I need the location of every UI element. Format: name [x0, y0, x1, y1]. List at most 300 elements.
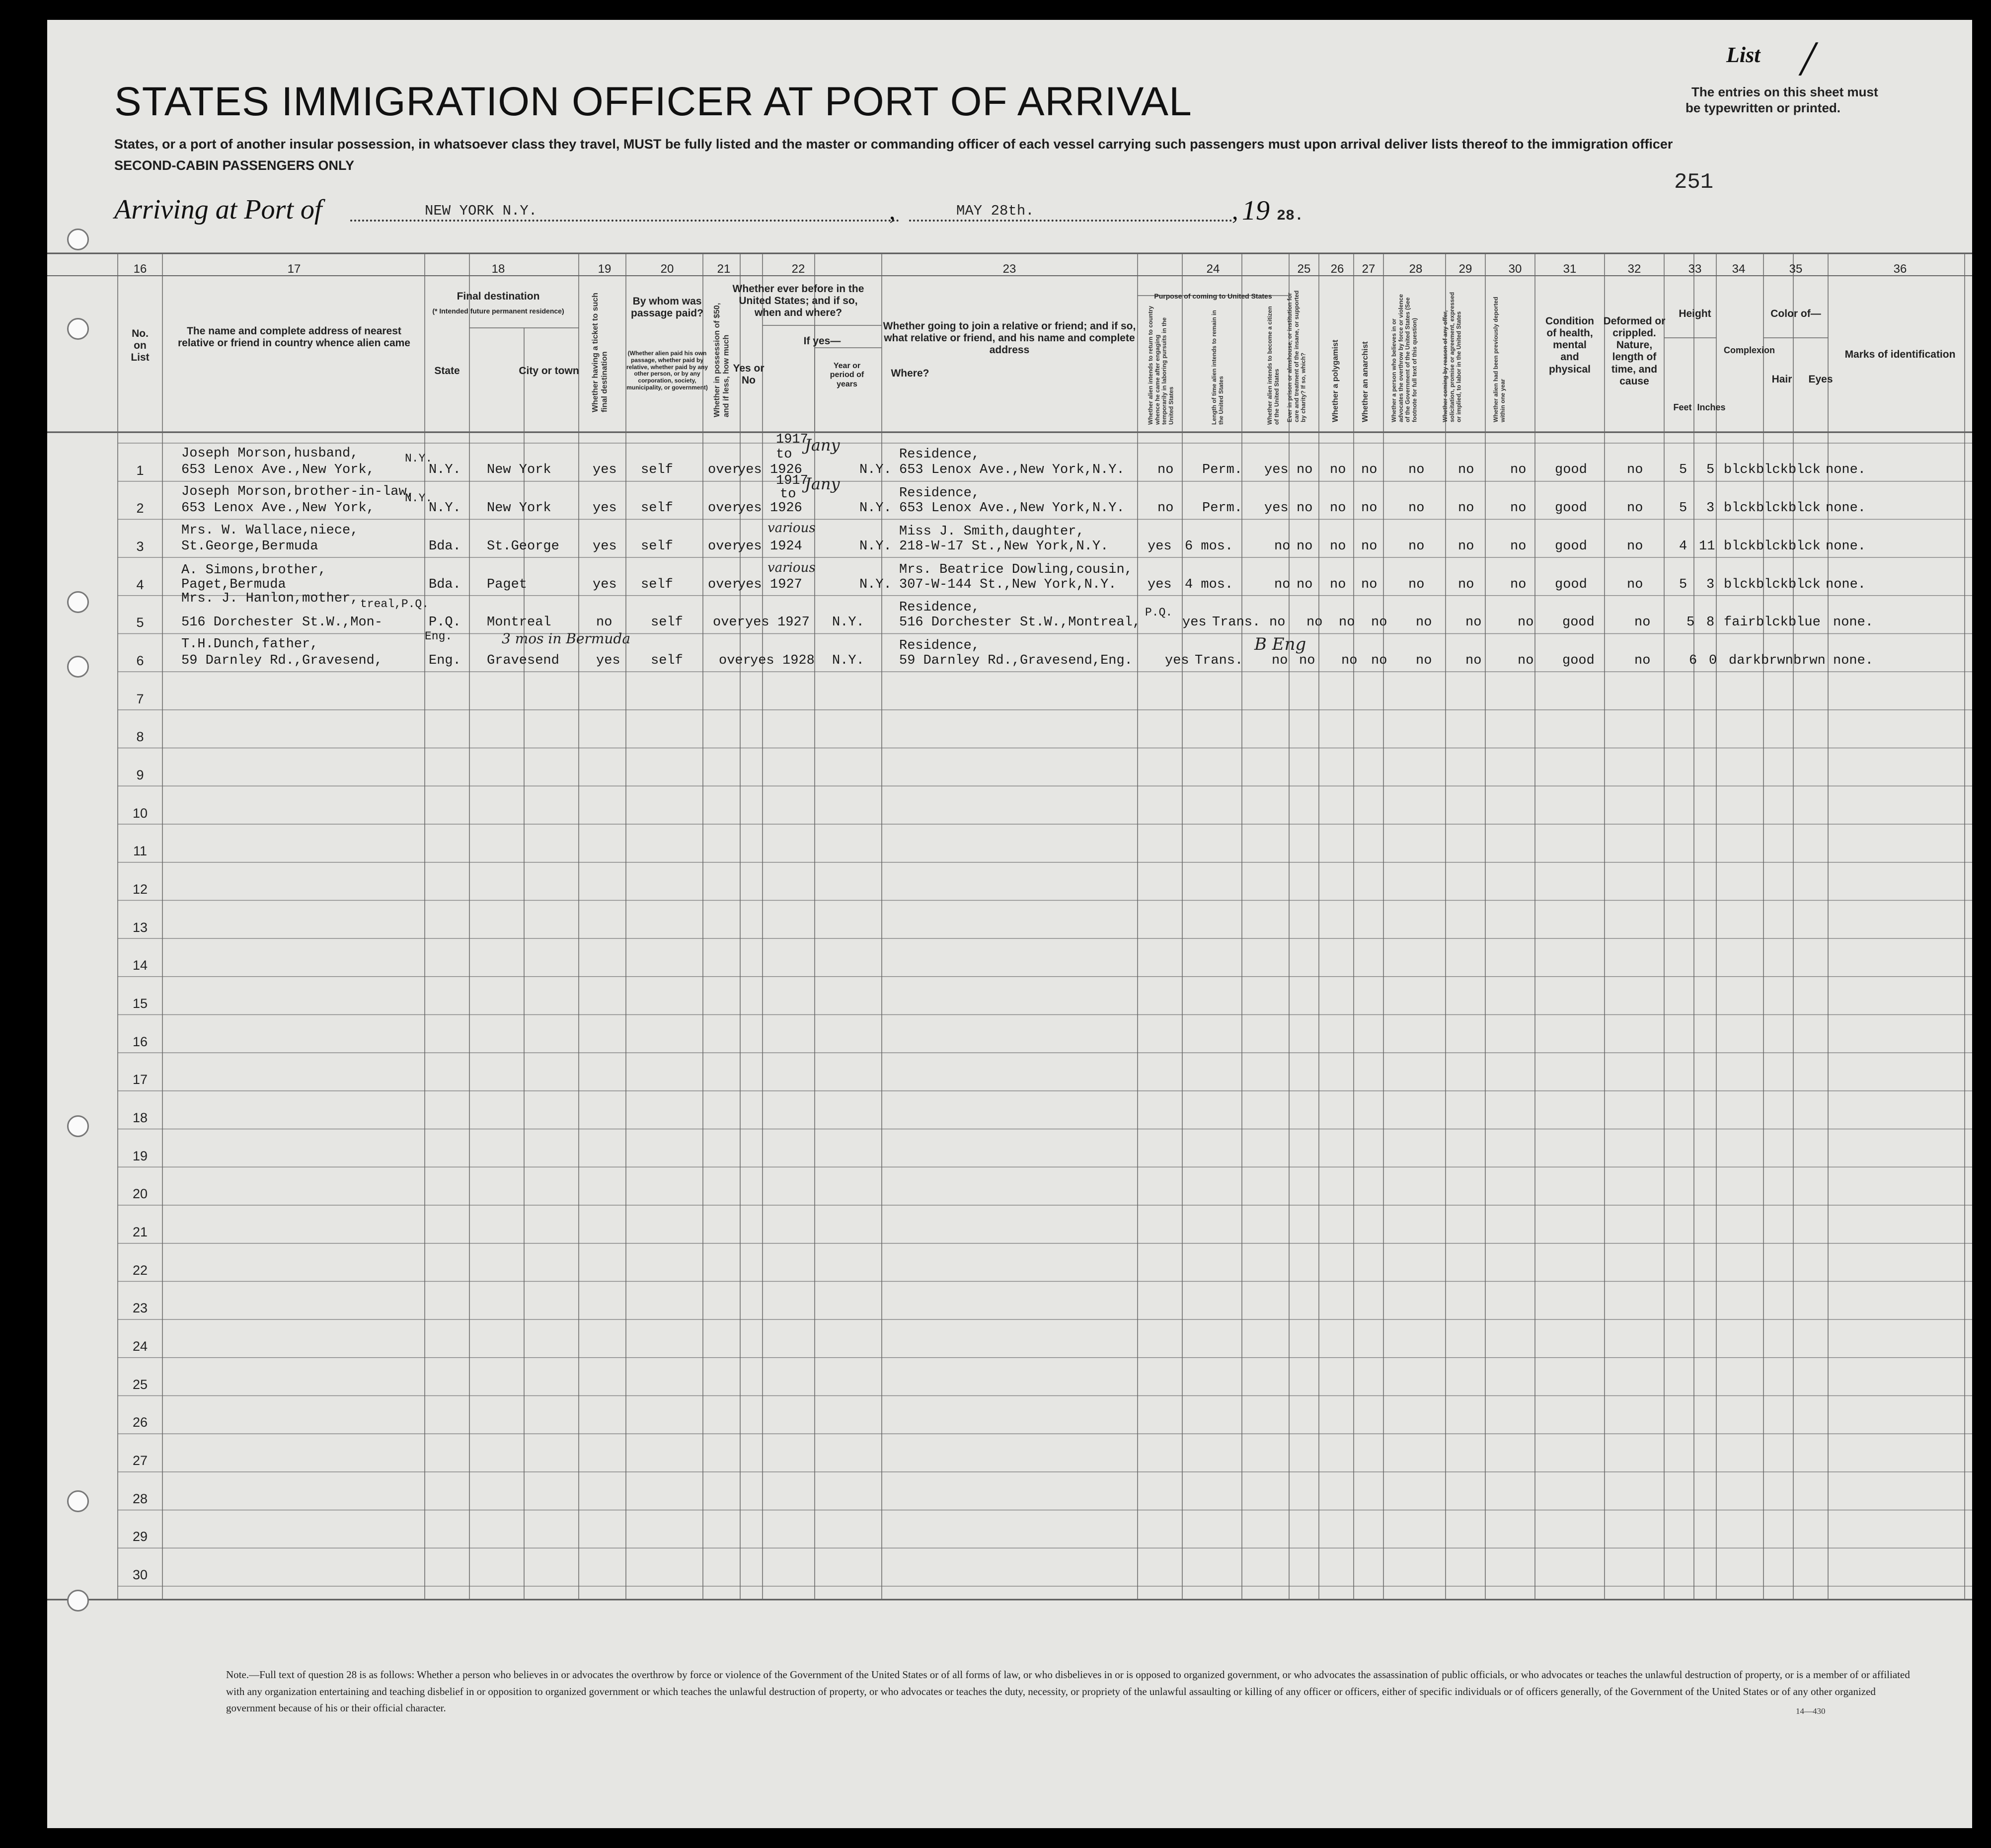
complexion: blck: [1724, 462, 1756, 477]
header-inches: Inches: [1697, 402, 1726, 412]
years-in-us: 1924: [770, 539, 802, 554]
citizen-intent: yes: [1264, 501, 1289, 516]
joining-address: 653 Lenox Ave.,New York,N.Y.: [899, 462, 1125, 477]
length-of-stay: 4 mos.: [1185, 577, 1233, 592]
health: good: [1562, 615, 1595, 630]
header-labor-offer: Whether coming by reason of any offer, solicitation, promise or agreement, expressed or implied, to labor in the United States: [1442, 292, 1462, 422]
question-29: no: [1458, 462, 1474, 477]
question-29: no: [1458, 501, 1474, 516]
height-inches: 3: [1706, 501, 1715, 516]
where-in-us: N.Y.: [859, 577, 892, 592]
subtitle: SECOND-CABIN PASSENGERS ONLY: [114, 158, 355, 173]
marks: none.: [1826, 501, 1866, 516]
row-number: 3: [136, 539, 144, 554]
row-number: 25: [132, 1377, 148, 1392]
relative-address: 653 Lenox Ave.,New York,: [181, 501, 375, 516]
handwritten-annotation: Jany: [805, 436, 840, 455]
joining-address: 516 Dorchester St.W.,Montreal,: [899, 615, 1141, 630]
relative-address-sup: treal,P.Q.: [360, 598, 429, 611]
deformed: no: [1634, 653, 1651, 668]
where-in-us: N.Y.: [859, 501, 892, 516]
years-in-us: 1917: [776, 432, 808, 447]
header-complexion: Complexion: [1724, 345, 1775, 355]
relative-address-sup: N.Y.: [405, 452, 433, 465]
header-polygamist: Whether a polygamist: [1331, 339, 1340, 422]
height-feet: 5: [1679, 462, 1687, 477]
length-of-stay: 6 mos.: [1185, 539, 1233, 554]
relative-name: Mrs. W. Wallace,niece,: [181, 523, 359, 538]
row-number: 21: [132, 1225, 148, 1239]
complexion: dark: [1729, 653, 1761, 668]
row-number: 13: [132, 920, 148, 935]
handwritten-annotation: various: [767, 560, 816, 575]
eye-color: blue: [1788, 615, 1821, 630]
header-height: Height: [1679, 308, 1711, 319]
ever-before: yes: [738, 501, 762, 516]
row-number: 23: [132, 1301, 148, 1315]
eye-color: blck: [1788, 501, 1821, 516]
dest-state: Bda.: [429, 539, 461, 554]
years-in-us: to: [776, 447, 792, 462]
port-dotted-line: [350, 220, 899, 222]
deported: no: [1518, 615, 1534, 630]
column-number: 29: [1458, 262, 1472, 276]
row-number: 10: [132, 806, 148, 821]
anarchist: no: [1371, 615, 1387, 630]
hair-color: blck: [1756, 577, 1788, 592]
prison: no: [1297, 539, 1313, 554]
header-ticket: Whether having a ticket to such final destination: [591, 293, 609, 412]
row-number: 5: [136, 615, 144, 630]
relative-address-sup: N.Y.: [405, 492, 433, 505]
header-money: Whether in possession of $50, and if less, how much: [713, 303, 731, 417]
column-number: 19: [598, 262, 612, 276]
question-28: no: [1408, 501, 1425, 516]
column-number: 22: [791, 262, 805, 276]
row-number: 16: [132, 1034, 148, 1049]
length-of-stay: Trans.: [1195, 653, 1243, 668]
column-number: 20: [660, 262, 674, 276]
sheet-number: 251: [1674, 170, 1714, 195]
height-inches: 3: [1706, 577, 1715, 592]
height-inches: 0: [1709, 653, 1717, 668]
marks: none.: [1826, 577, 1866, 592]
marks: none.: [1833, 615, 1874, 630]
header-final-destination-note: (* Intended future permanent residence): [432, 307, 564, 315]
header-question-28: Whether a person who believes in or advocates the overthrow by force or violence of the Government of the United States (See footnote for full text of this question): [1390, 294, 1418, 422]
question-29: no: [1458, 539, 1474, 554]
arrival-port: NEW YORK N.Y.: [425, 203, 537, 219]
arrival-date: MAY 28th.: [956, 203, 1034, 219]
header-city-or-town: City or town: [519, 365, 579, 377]
prison: no: [1297, 577, 1313, 592]
row-number: 11: [133, 844, 148, 858]
header-nearest-relative: The name and complete address of nearest relative or friend in country whence alien came: [178, 325, 410, 349]
column-number: 30: [1508, 262, 1522, 276]
ticket: yes: [593, 577, 617, 592]
length-of-stay: Perm.: [1202, 501, 1243, 516]
relative-address-sup: Eng.: [425, 630, 453, 643]
money: over: [708, 462, 740, 477]
row-number: 26: [132, 1415, 148, 1430]
ever-before: yes: [738, 539, 762, 554]
question-28: no: [1408, 577, 1425, 592]
joining-relative: Miss J. Smith,daughter,: [899, 524, 1084, 539]
row-number: 19: [132, 1149, 148, 1163]
header-where: Where?: [891, 368, 929, 379]
prison: no: [1297, 501, 1313, 516]
instructions-line-1: The entries on this sheet must: [1691, 84, 1878, 99]
question-28: no: [1416, 615, 1432, 630]
complexion: blck: [1724, 577, 1756, 592]
health: good: [1555, 577, 1587, 592]
dest-city: Paget: [487, 577, 528, 592]
ticket: yes: [593, 462, 617, 477]
hair-color: blck: [1756, 501, 1788, 516]
dest-city: New York: [487, 462, 551, 477]
deported: no: [1510, 577, 1527, 592]
column-number: 28: [1409, 262, 1423, 276]
length-of-stay: Trans.: [1212, 615, 1261, 630]
row-number: 15: [132, 996, 148, 1011]
handwritten-annotation: Jany: [805, 474, 840, 493]
joining-address: 218-W-17 St.,New York,N.Y.: [899, 539, 1109, 554]
header-passage-paid-note: (Whether alien paid his own passage, whether paid by relative, whether paid by any other person, or by any corporation, society, municipality, or government): [626, 350, 708, 391]
row-number: 17: [132, 1072, 148, 1087]
health: good: [1555, 462, 1587, 477]
instructions-line-2: be typewritten or printed.: [1685, 100, 1841, 115]
column-number: 26: [1330, 262, 1344, 276]
binder-hole: [67, 229, 89, 250]
column-number: 32: [1627, 262, 1641, 276]
deported: no: [1510, 501, 1527, 516]
anarchist: no: [1371, 653, 1387, 668]
joining-relative: Residence,: [899, 447, 980, 462]
list-label: List: [1726, 43, 1761, 67]
header-length-of-stay: Length of time alien intends to remain in the United States: [1211, 310, 1225, 425]
row-number: 1: [136, 463, 144, 478]
column-number: 23: [1002, 262, 1016, 276]
return-intent: no: [1157, 462, 1174, 477]
polygamist: no: [1330, 462, 1346, 477]
citizen-intent: yes: [1264, 462, 1289, 477]
where-in-us: N.Y.: [859, 539, 892, 554]
header-passage-paid: By whom was passage paid?: [631, 296, 703, 319]
hair-color: brwn: [1761, 653, 1793, 668]
money: over: [708, 539, 740, 554]
page-title: STATES IMMIGRATION OFFICER AT PORT OF ARRIVAL: [114, 79, 1192, 124]
header-citizen-intent: Whether alien intends to become a citizen of the United States: [1266, 306, 1280, 425]
row-number: 4: [136, 577, 144, 592]
arrival-year: 28.: [1277, 208, 1304, 225]
header-no-on-list: No. on List: [131, 328, 150, 364]
header-eyes: Eyes: [1808, 374, 1833, 385]
dest-city: Montreal: [487, 615, 551, 630]
years-in-us: to: [780, 487, 796, 502]
column-number: 33: [1688, 262, 1702, 276]
polygamist: no: [1330, 501, 1346, 516]
ticket: no: [596, 615, 613, 630]
joining-relative: Residence,: [899, 486, 980, 501]
joining-relative: Residence,: [899, 638, 980, 653]
marks: none.: [1826, 539, 1866, 554]
height-feet: 5: [1686, 615, 1695, 630]
complexion: fair: [1724, 615, 1756, 630]
complexion: blck: [1724, 501, 1756, 516]
citizen-intent: no: [1274, 577, 1291, 592]
polygamist: no: [1341, 653, 1358, 668]
eye-color: blck: [1788, 577, 1821, 592]
row-number: 22: [132, 1263, 148, 1278]
health: good: [1562, 653, 1595, 668]
row-number: 12: [132, 882, 148, 897]
question-28: no: [1416, 653, 1432, 668]
where-in-us: N.Y.: [859, 462, 892, 477]
citizen-intent: no: [1274, 539, 1291, 554]
dest-state: N.Y.: [429, 501, 461, 516]
table-grid: [47, 20, 1972, 1828]
prison: no: [1306, 615, 1323, 630]
column-number: 34: [1732, 262, 1746, 276]
question-29: no: [1465, 653, 1482, 668]
header-yes-or-no: Yes or No: [733, 363, 765, 386]
anarchist: no: [1361, 539, 1378, 554]
joining-relative: Residence,: [899, 600, 980, 615]
row-number: 24: [132, 1339, 148, 1354]
header-prison: Ever in prison or almshouse, or institution for care and treatment of the insane, or supported by charity? If so, which?: [1286, 290, 1307, 422]
row-number: 6: [136, 653, 144, 668]
deported: no: [1510, 539, 1527, 554]
column-number: 24: [1206, 262, 1220, 276]
row-number: 7: [136, 692, 144, 706]
header-health: Condition of health, mental and physical: [1545, 315, 1594, 375]
years-in-us: 1926: [770, 501, 802, 516]
relative-name: A. Simons,brother,: [181, 563, 326, 578]
row-number: 20: [132, 1186, 148, 1201]
header-year-or-period: Year or period of years: [830, 362, 864, 388]
header-deformed: Deformed or crippled. Nature, length of time, and cause: [1603, 315, 1666, 387]
header-if-yes: If yes—: [803, 335, 841, 347]
length-of-stay: Perm.: [1202, 462, 1243, 477]
relative-name: Joseph Morson,husband,: [181, 446, 359, 461]
deformed: no: [1627, 501, 1643, 516]
polygamist: no: [1339, 615, 1355, 630]
marks: none.: [1833, 653, 1874, 668]
row-number: 18: [132, 1110, 148, 1125]
footnote: Note.—Full text of question 28 is as follows: Whether a person who believes in or advocates the overthrow by force or violence of the Government of the United States or of all forms of law, or who disbelieves in or is opposed to organized government, or who advocates the assassination of public officials, or who advocates or teaches the unlawful destruction of property, or is a member of or affiliated with any organization entertaining and teaching disbelief in or opposition to organized government or which teaches the unlawful destruction of property, or who advocates or teaches the duty, necessity, or propriety of the unlawful assaulting or killing of any officer or officers, either of specific individuals or of officers generally, of the Government of the United States or of any other organized government because of his or their official character.: [226, 1669, 1910, 1714]
deported: no: [1510, 462, 1527, 477]
joining-address-sup: P.Q.: [1145, 606, 1173, 619]
health: good: [1555, 501, 1587, 516]
complexion: blck: [1724, 539, 1756, 554]
dest-state: Bda.: [429, 577, 461, 592]
hair-color: blck: [1756, 539, 1788, 554]
header-ever-before-in-us: Whether ever before in the United States; and if so, when and where?: [732, 283, 864, 319]
polygamist: no: [1330, 577, 1346, 592]
header-feet: Feet: [1673, 402, 1692, 412]
prison: no: [1297, 462, 1313, 477]
header-color-of: Color of—: [1770, 308, 1821, 319]
relative-name: T.H.Dunch,father,: [181, 637, 318, 652]
header-purpose: Purpose of coming to United States: [1154, 292, 1272, 300]
citizen-intent: no: [1269, 615, 1286, 630]
dest-city: New York: [487, 501, 551, 516]
height-inches: 11: [1699, 539, 1715, 554]
binder-hole: [67, 591, 89, 613]
question-28: no: [1408, 462, 1425, 477]
ever-before: yes: [738, 462, 762, 477]
manifest-sheet: [47, 20, 1972, 1828]
row-number: 9: [136, 768, 144, 782]
years-in-us: 1927: [770, 577, 802, 592]
header-deported: Whether alien had been previously deported within one year: [1492, 297, 1506, 422]
question-29: no: [1465, 615, 1482, 630]
joining-relative: Mrs. Beatrice Dowling,cousin,: [899, 562, 1133, 577]
height-inches: 5: [1706, 462, 1715, 477]
hair-color: blck: [1756, 615, 1788, 630]
dest-state: P.Q.: [429, 615, 461, 630]
passage-paid: self: [641, 577, 673, 592]
column-number: 35: [1789, 262, 1803, 276]
arriving-label: Arriving at Port of: [114, 194, 322, 225]
header-state: State: [434, 365, 460, 377]
years-in-us: 1917: [776, 473, 808, 488]
binder-hole: [67, 1115, 89, 1137]
row-number: 29: [132, 1529, 148, 1544]
row-number: 30: [132, 1567, 148, 1582]
column-number: 21: [717, 262, 731, 276]
eye-color: brwn: [1793, 653, 1826, 668]
intro-text: States, or a port of another insular possession, in whatsoever class they travel, MUST be fully listed and the master or commanding officer of each vessel carrying such passengers must upon arrival deliver lists thereof to the immigration officer: [114, 137, 1673, 152]
relative-address: 59 Darnley Rd.,Gravesend,: [181, 653, 383, 668]
handwritten-annotation: 3 mos in Bermuda: [502, 630, 631, 647]
header-marks: Marks of identification: [1844, 349, 1956, 360]
form-number: 14—430: [1796, 1706, 1826, 1716]
relative-address: St.George,Bermuda: [181, 539, 318, 554]
date-dotted-line: [909, 220, 1232, 222]
eye-color: blck: [1788, 462, 1821, 477]
anarchist: no: [1361, 462, 1378, 477]
ever-before: yes: [750, 653, 774, 668]
header-return-intent: Whether alien intends to return to country whence he came after engaging temporarily in laboring pursuits in the United States: [1147, 306, 1175, 425]
height-feet: 6: [1689, 653, 1697, 668]
header-join-relative: Whether going to join a relative or friend; and if so, what relative or friend, and his name and complete address: [883, 320, 1136, 356]
polygamist: no: [1330, 539, 1346, 554]
dest-state: N.Y.: [429, 462, 461, 477]
anarchist: no: [1361, 577, 1378, 592]
money: over: [708, 577, 740, 592]
column-number: 27: [1362, 262, 1376, 276]
years-in-us: 1928: [782, 653, 815, 668]
money: over: [719, 653, 751, 668]
hair-color: blck: [1756, 462, 1788, 477]
binder-hole: [67, 1490, 89, 1512]
relative-address: 653 Lenox Ave.,New York,: [181, 462, 375, 477]
return-intent: no: [1157, 501, 1174, 516]
handwritten-annotation: various: [767, 521, 816, 536]
dest-city: St.George: [487, 539, 559, 554]
anarchist: no: [1361, 501, 1378, 516]
marks: none.: [1826, 462, 1866, 477]
years-in-us: 1927: [777, 615, 810, 630]
joining-address: 59 Darnley Rd.,Gravesend,Eng.: [899, 653, 1133, 668]
column-number: 36: [1893, 262, 1907, 276]
arrival-comma: ,: [1232, 197, 1238, 225]
passage-paid: self: [651, 615, 683, 630]
column-number: 16: [133, 262, 147, 276]
height-feet: 5: [1679, 577, 1687, 592]
row-number: 28: [132, 1491, 148, 1506]
health: good: [1555, 539, 1587, 554]
row-number: 14: [132, 958, 148, 973]
citizen-intent: no: [1272, 653, 1288, 668]
deported: no: [1518, 653, 1534, 668]
height-feet: 5: [1679, 501, 1687, 516]
binder-hole: [67, 1590, 89, 1612]
column-number: 25: [1297, 262, 1311, 276]
relative-name: Joseph Morson,brother-in-law,: [181, 484, 415, 499]
passage-paid: self: [651, 653, 683, 668]
ticket: yes: [593, 501, 617, 516]
joining-address: 307-W-144 St.,New York,N.Y.: [899, 577, 1117, 592]
arrival-century: 19: [1242, 195, 1270, 226]
question-29: no: [1458, 577, 1474, 592]
header-final-destination: Final destination: [457, 291, 540, 302]
handwritten-annotation: B Eng: [1254, 634, 1306, 654]
header-anarchist: Whether an anarchist: [1361, 341, 1370, 422]
prison: no: [1299, 653, 1315, 668]
row-number: 8: [136, 729, 144, 744]
dest-state: Eng.: [429, 653, 461, 668]
dest-city: Gravesend: [487, 653, 559, 668]
column-number: 31: [1563, 262, 1577, 276]
ticket: yes: [596, 653, 620, 668]
binder-hole: [67, 318, 89, 340]
row-number: 2: [136, 501, 144, 516]
ticket: yes: [593, 539, 617, 554]
where-in-us: N.Y.: [832, 653, 864, 668]
binder-hole: [67, 656, 89, 678]
relative-name: Mrs. J. Hanlon,mother,: [181, 591, 359, 606]
relative-address: Paget,Bermuda: [181, 577, 286, 592]
ever-before: yes: [738, 577, 762, 592]
passage-paid: self: [641, 539, 673, 554]
header-hair: Hair: [1771, 374, 1792, 385]
list-number: /: [1801, 31, 1815, 86]
where-in-us: N.Y.: [832, 615, 864, 630]
money: over: [713, 615, 745, 630]
joining-address: 653 Lenox Ave.,New York,N.Y.: [899, 501, 1125, 516]
ever-before: yes: [745, 615, 769, 630]
column-number: 18: [491, 262, 505, 276]
deformed: no: [1627, 539, 1643, 554]
question-28: no: [1408, 539, 1425, 554]
passage-paid: self: [641, 462, 673, 477]
arrival-comma: ,: [889, 197, 896, 225]
column-number: 17: [287, 262, 301, 276]
row-number: 27: [132, 1453, 148, 1468]
return-intent: yes: [1148, 577, 1172, 592]
years-in-us: 1926: [770, 462, 802, 477]
passage-paid: self: [641, 501, 673, 516]
eye-color: blck: [1788, 539, 1821, 554]
deformed: no: [1634, 615, 1651, 630]
deformed: no: [1627, 577, 1643, 592]
return-intent: yes: [1148, 539, 1172, 554]
return-intent: yes: [1165, 653, 1189, 668]
height-feet: 4: [1679, 539, 1687, 554]
deformed: no: [1627, 462, 1643, 477]
